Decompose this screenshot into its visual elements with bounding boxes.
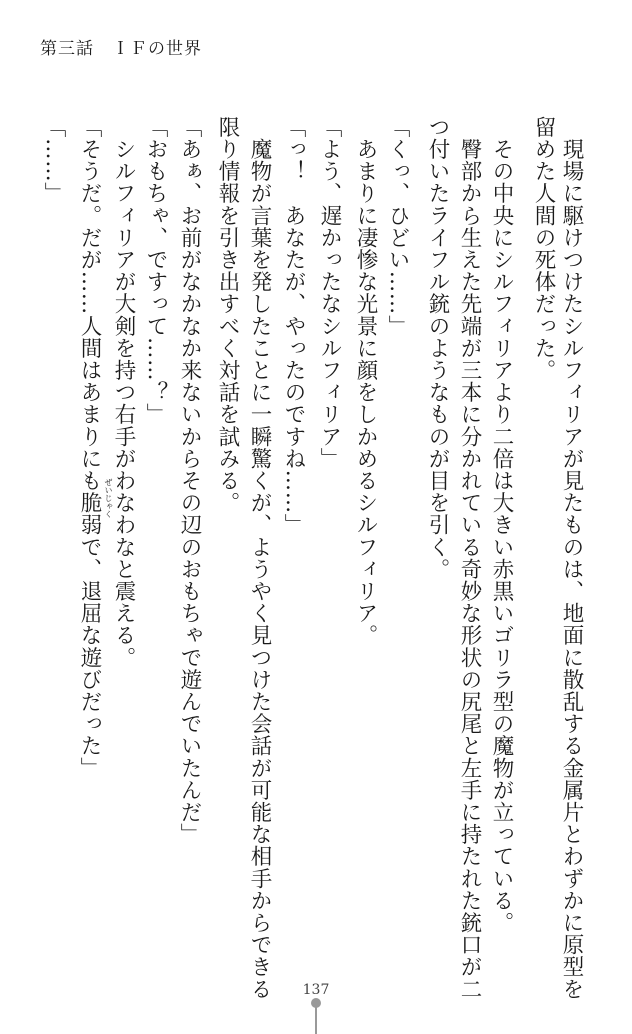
- text-column-10: 魔物が言葉を発したことに一瞬驚くが、ようやく見つけた会話が可能な相手からできる: [247, 116, 272, 1000]
- text-column-13: 「おもちゃ、ですって……？」: [143, 116, 168, 426]
- text-column-15: 「そうだ。だが……人間はあまりにも脆弱で、退屈な遊びだった」: [77, 116, 102, 779]
- text-column-4: 臀部から生えた先端が三本に分かれている奇妙な形状の尻尾と左手に持たれた銃口が二: [457, 116, 482, 1000]
- text-column-11: 限り情報を引き出すべく対話を試みる。: [215, 116, 240, 514]
- text-column-14: シルフィリアが大剣を持つ右手がわなわなと震える。: [111, 116, 136, 669]
- text-column-5: つ付いたライフル銃のようなものが目を引く。: [425, 116, 450, 581]
- page-number: 137: [302, 982, 330, 998]
- text-column-12: 「あぁ、お前がなかなか来ないからその辺のおもちゃで遊んでいたんだ」: [177, 116, 202, 846]
- ruby-annotation: ぜいじゃく: [104, 478, 113, 518]
- text-column-2: 留めた人間の死体だった。: [531, 116, 556, 382]
- text-column-6: 「くっ、ひどい……」: [385, 116, 410, 337]
- text-column-3: その中央にシルフィリアより二倍は大きい赤黒いゴリラ型の魔物が立っている。: [489, 116, 514, 934]
- text-column-1: 現場に駆けつけたシルフィリアが見たものは、地面に散乱する金属片とわずかに原型を: [559, 116, 584, 1000]
- text-column-8: 「よう、遅かったなシルフィリア」: [317, 116, 342, 470]
- chapter-header: 第三話 ＩＦの世界: [40, 39, 202, 59]
- page-marker-line: [315, 1000, 317, 1034]
- text-column-9: 「っ！ あなたが、やったのですね……」: [281, 116, 306, 536]
- text-column-16: 「……」: [41, 116, 66, 205]
- text-column-7: あまりに凄惨な光景に顔をしかめるシルフィリア。: [353, 116, 378, 647]
